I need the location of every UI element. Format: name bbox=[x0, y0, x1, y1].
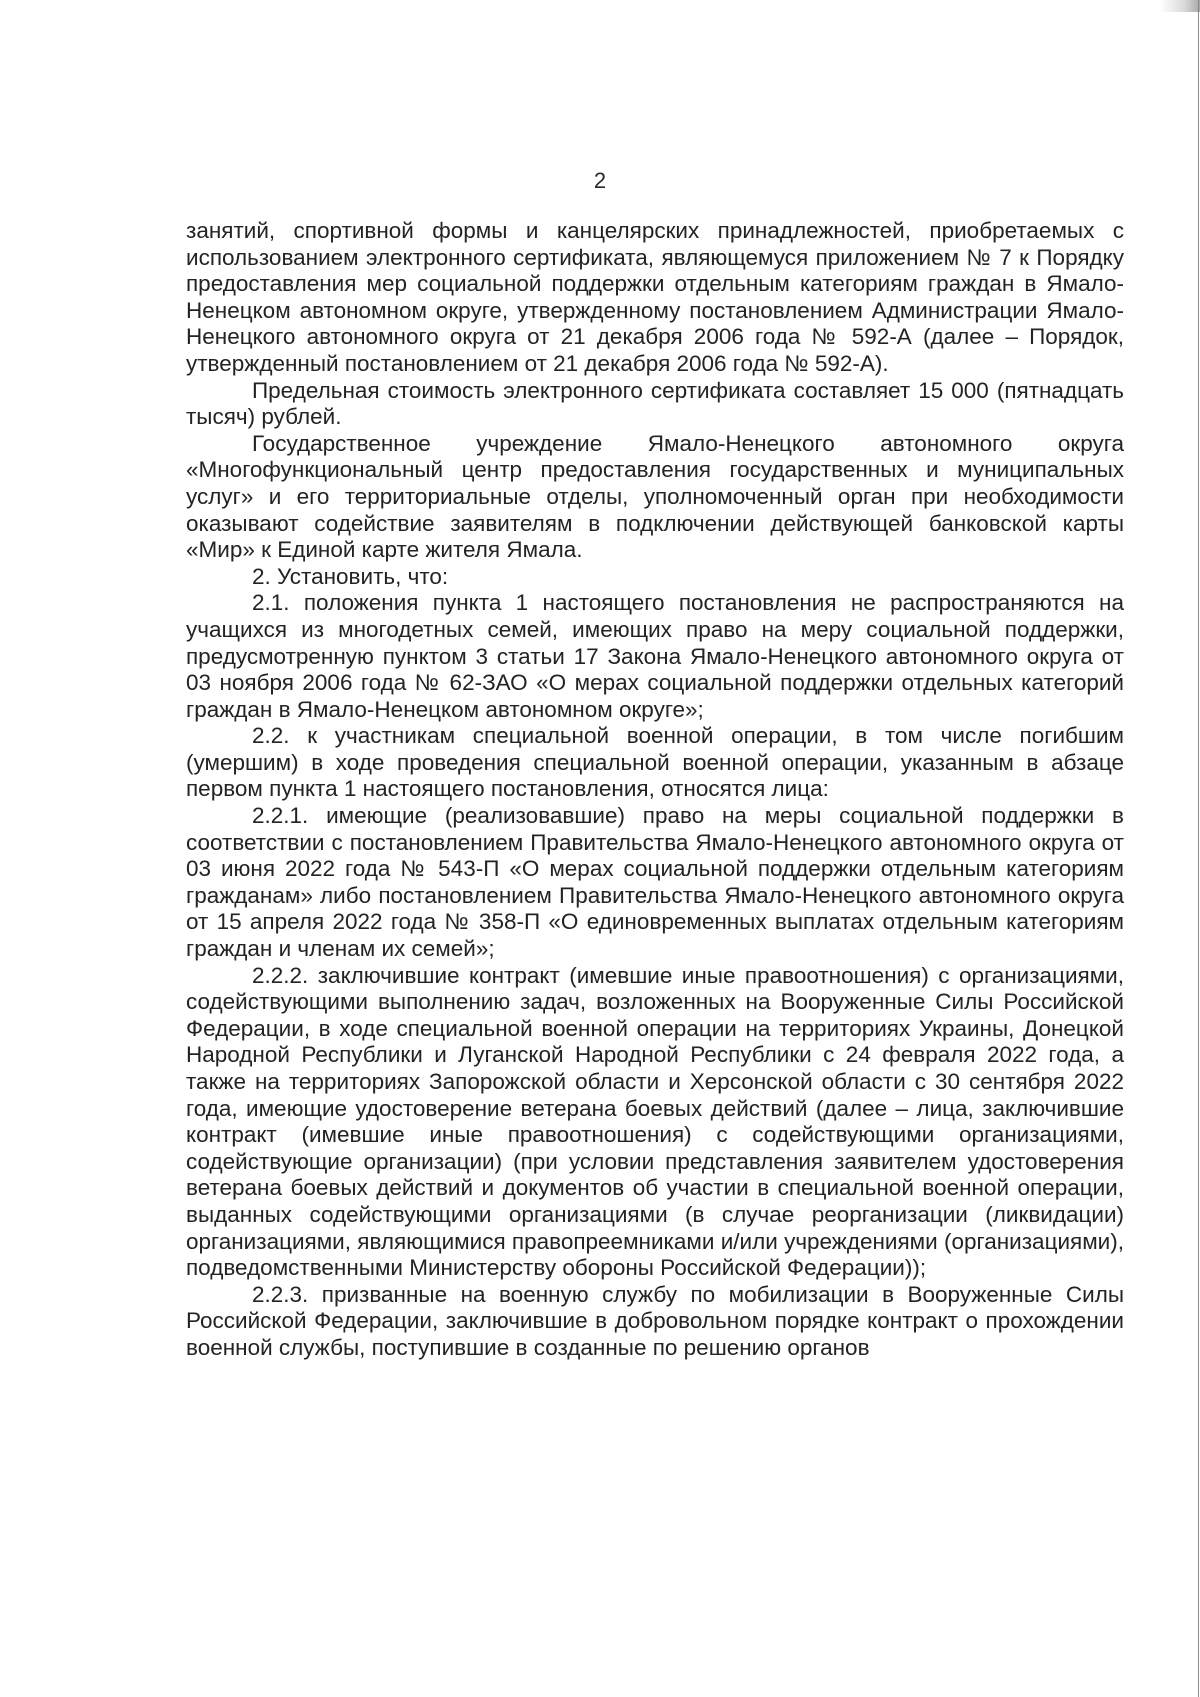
paragraph-item-2: 2. Установить, что: bbox=[252, 563, 449, 589]
paragraph-item-2-2-3: 2.2.3. призванные на военную службу по мобилизации в Вооруженные Силы Российской Федерации, заключившие в добровольном порядке контракт о прохождении военной службы, поступившие в созданные по решению органов bbox=[186, 1281, 1124, 1360]
page-edge bbox=[1198, 0, 1199, 1697]
paragraph-certificate-cost: Предельная стоимость электронного сертификата составляет 15 000 (пятнадцать тысяч) рублей. bbox=[186, 377, 1124, 430]
document-body bbox=[186, 218, 1124, 1362]
paragraph-continuation: занятий, спортивной формы и канцелярских принадлежностей, приобретаемых с использованием электронного сертификата, являющемуся приложением № 7 к Порядку предоставления мер социальной поддержки отдельным категориям граждан в Ямало-Ненецком автономном округе, утвержденному постановлением Администрации Ямало-Ненецкого автономного округа от 21 декабря 2006 года № 592-А (далее – Порядок, утвержденный постановлением от 21 декабря 2006 года № 592-А). bbox=[186, 218, 1124, 376]
paragraph-item-2-2: 2.2. к участникам специальной военной операции, в том числе погибшим (умершим) в ходе проведения специальной военной операции, указанным в абзаце первом пункта 1 настоящего постановления, относятся лица: bbox=[186, 723, 1124, 802]
page-number: 2 bbox=[593, 168, 607, 193]
paragraph-mfc-assistance: Государственное учреждение Ямало-Ненецкого автономного округа «Многофункциональный центр предоставления государственных и муниципальных услуг» и его территориальные отделы, уполномоченный орган при необходимости оказывают содействие заявителям в подключении действующей банковской карты «Мир» к Единой карте жителя Ямала. bbox=[186, 430, 1124, 563]
paragraph-item-2-2-1: 2.2.1. имеющие (реализовавшие) право на меры социальной поддержки в соответствии с постановлением Правительства Ямало-Ненецкого автономного округа от 03 июня 2022 года № 543-П «О мерах социальной поддержки отдельным категориям гражданам» либо постановлением Правительства Ямало-Ненецкого автономного округа от 15 апреля 2022 года № 358-П «О единовременных выплатах отдельным категориям граждан и членам их семей»; bbox=[186, 803, 1124, 962]
scan-corner-mark bbox=[1160, 0, 1200, 12]
paragraph-item-2-2-2: 2.2.2. заключившие контракт (имевшие иные правоотношения) с организациями, содействующими выполнению задач, возложенных на Вооруженные Силы Российской Федерации, в ходе специальной военной операции на территориях Украины, Донецкой Народной Республики и Луганской Народной Республики с 24 февраля 2022 года, а также на территориях Запорожской области и Херсонской области с 30 сентября 2022 года, имеющие удостоверение ветерана боевых действий (далее – лица, заключившие контракт (имевшие иные правоотношения) с содействующими организациями, содействующие организации) (при условии представления заявителем удостоверения ветерана боевых действий и документов об участии в специальной военной операции, выданных содействующими организациями (в случае реорганизации (ликвидации) организациями, являющимися правопреемниками и/или учреждениями (организациями), подведомственными Министерству обороны Российской Федерации)); bbox=[186, 962, 1124, 1281]
paragraph-item-2-1: 2.1. положения пункта 1 настоящего постановления не распространяются на учащихся из многодетных семей, имеющих право на меру социальной поддержки, предусмотренную пунктом 3 статьи 17 Закона Ямало-Ненецкого автономного округа от 03 ноября 2006 года № 62-ЗАО «О мерах социальной поддержки отдельных категорий граждан в Ямало-Ненецком автономном округе»; bbox=[186, 590, 1124, 722]
